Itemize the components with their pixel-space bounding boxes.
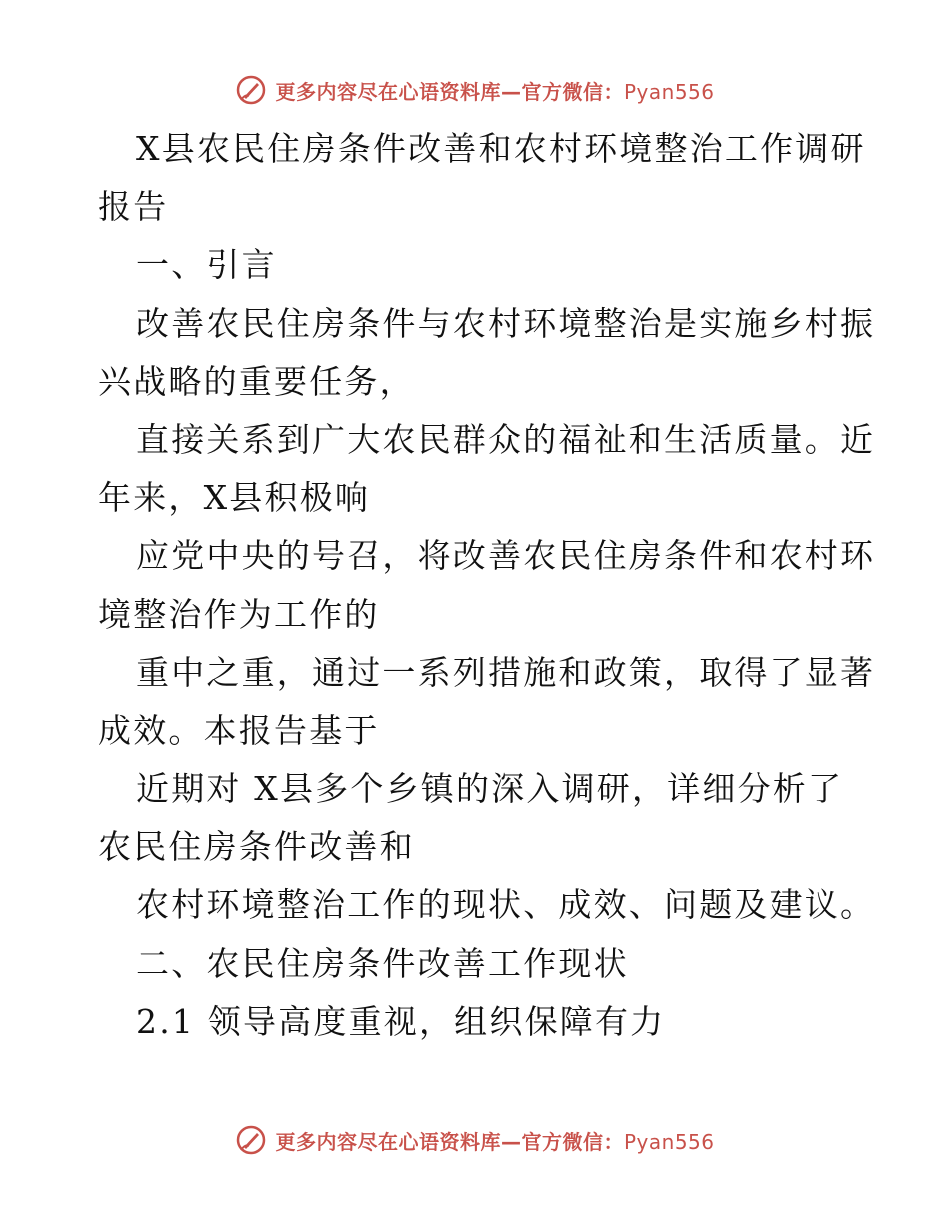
document-body — [98, 120, 876, 1051]
wechat-handle: Pyan556 — [623, 79, 715, 104]
text-line: 农民住房条件改善和 — [98, 827, 415, 867]
banner-text: 更多内容尽在心语资料库—官方微信：Pyan556 — [275, 1129, 715, 1154]
text-line: 改善农民住房条件与农村环境整治是实施乡村振 — [136, 303, 876, 343]
text-line: X县农民住房条件改善和农村环境整治工作调研 — [136, 129, 866, 168]
text-line: 应党中央的号召，将改善农民住房条件和农村环 — [136, 536, 876, 576]
text-line: 直接关系到广大农民群众的福祉和生活质量。近 — [136, 419, 876, 459]
text-line: 境整治作为工作的 — [98, 594, 380, 634]
text-line: 年来，X县积极响 — [98, 478, 371, 518]
text-line: 一、引言 — [136, 245, 277, 285]
text-line: 近期对 X县多个乡镇的深入调研，详细分析了 — [136, 769, 844, 809]
text-line: 报告 — [98, 187, 169, 227]
text-line: 二、农民住房条件改善工作现状 — [136, 943, 629, 983]
text-line: 兴战略的重要任务， — [98, 361, 415, 401]
footer-watermark-banner — [0, 1120, 950, 1160]
quill-seal-icon — [235, 1124, 267, 1156]
header-watermark-banner — [0, 70, 950, 110]
text-line: 成效。本报告基于 — [98, 710, 380, 750]
wechat-handle: Pyan556 — [623, 1129, 715, 1154]
text-line: 农村环境整治工作的现状、成效、问题及建议。 — [136, 885, 876, 925]
text-line: 2.1 领导高度重视，组织保障有力 — [136, 1001, 666, 1041]
quill-seal-icon — [235, 74, 267, 106]
banner-text: 更多内容尽在心语资料库—官方微信：Pyan556 — [275, 79, 715, 104]
text-line: 重中之重，通过一系列措施和政策，取得了显著 — [136, 652, 876, 692]
